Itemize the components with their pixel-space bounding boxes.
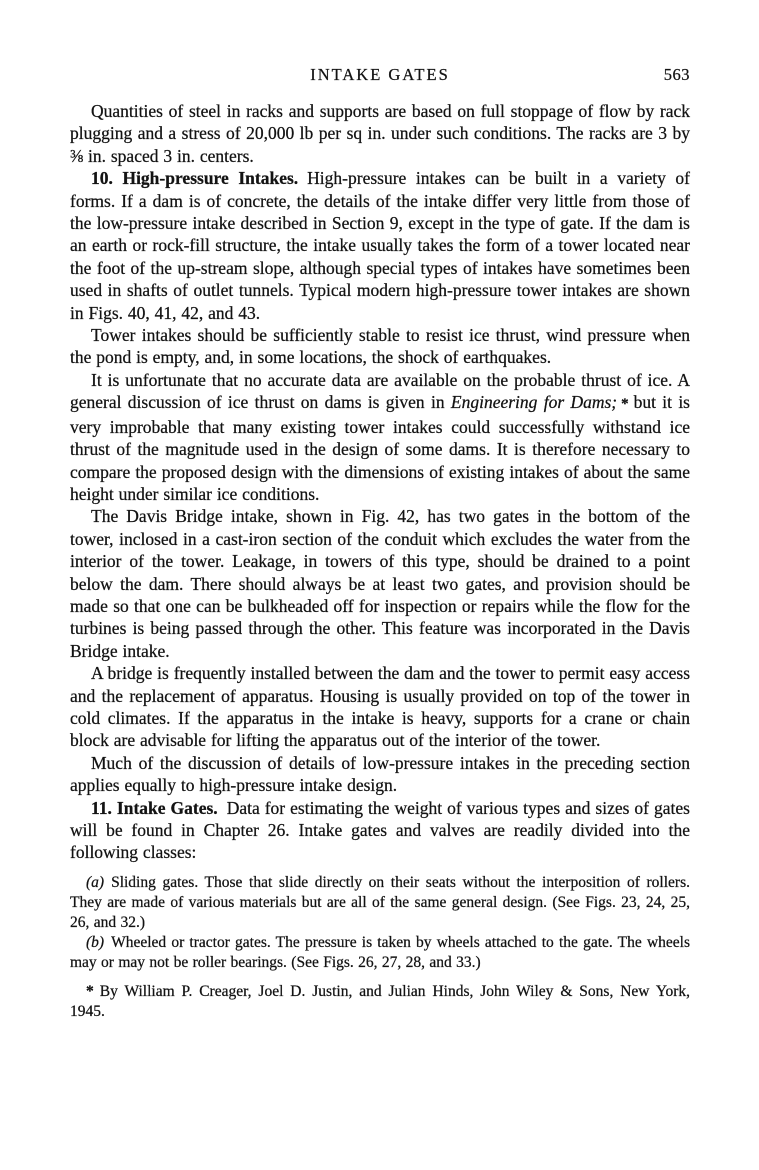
section-11-paragraph <box>70 797 690 864</box>
list-item-wheeled-gates <box>70 933 690 973</box>
page-number: 563 <box>663 65 690 84</box>
list-item-sliding-gates <box>70 873 690 933</box>
paragraph-tower-stability: Tower intakes should be sufficiently stable to resist ice thrust, wind pressure when the pond is empty, and, in some locations, the shock of earthquakes. <box>70 325 690 368</box>
footnote-asterisk: * <box>86 983 94 1001</box>
list-item-a-text: Sliding gates. Those that slide directly on their seats without the interposition of rollers. They are made of various materials but are all of the same general design. (See Figs. 23, 24, 25, 26, and 32.) <box>70 873 690 931</box>
ice-thrust-text-after: but it is very improbable that many existing tower intakes could successfully withstand ice thrust of the magnitude used in the design of some dams. It is therefore necessary to compare the proposed design with the dimensions of existing intakes of about the same height under similar ice conditions. <box>70 392 690 504</box>
paragraph-steel-quantities: Quantities of steel in racks and supports are based on full stoppage of flow by rack plugging and a stress of 20,000 lb per sq in. under such conditions. The racks are 3 by ⅜ in. spaced 3 in. centers. <box>70 101 690 166</box>
section-10-heading: 10. High-pressure Intakes. <box>91 168 299 189</box>
list-item-b-label: (b) <box>86 934 105 952</box>
page-title: INTAKE GATES <box>310 65 450 84</box>
section-10-paragraph <box>70 167 690 324</box>
section-11-text: Data for estimating the weight of various types and sizes of gates will be found in Chapter 26. Intake gates and valves are readily divided into the following classes: <box>70 797 690 863</box>
list-item-b-text: Wheeled or tractor gates. The pressure is taken by wheels attached to the gate. The wheels may or may not be roller bearings. (See Figs. 26, 27, 28, and 33.) <box>70 934 690 972</box>
list-item-a-label: (a) <box>86 873 105 891</box>
paragraph-preceding-section: Much of the discussion of details of low-pressure intakes in the preceding section applies equally to high-pressure intake design. <box>70 752 690 796</box>
section-10-text: High-pressure intakes can be built in a variety of forms. If a dam is of concrete, the details of the intake differ very little from those of the low-pressure intake described in Section 9, except in the type of gate. If the dam is an earth or rock-fill structure, the intake usually takes the form of a tower located near the foot of the up-stream slope, although special types of intakes have sometimes been used in shafts of outlet tunnels. Typical modern high-pressure tower intakes are shown in Figs. 40, 41, 42, and 43. <box>70 168 690 323</box>
gate-class-list <box>70 873 690 973</box>
running-header <box>70 64 690 86</box>
paragraph-ice-thrust <box>70 369 690 505</box>
footnote-text: By William P. Creager, Joel D. Justin, and Julian Hinds, John Wiley & Sons, New York, 1945. <box>70 983 690 1021</box>
text-block <box>70 64 690 1022</box>
paragraph-bridge-access: A bridge is frequently installed between the dam and the tower to permit easy access and the replacement of apparatus. Housing is usually provided on top of the tower in cold climates. If the apparatus in the intake is heavy, supports for a crane or chain block are advisable for lifting the apparatus out of the interior of the tower. <box>70 663 690 751</box>
footnote <box>70 982 690 1022</box>
footnote-reference-asterisk: * <box>621 396 629 413</box>
ice-thrust-text-before: It is unfortunate that no accurate data are available on the probable thrust of ice. A general discussion of ice thrust on dams is given in <box>70 369 690 413</box>
book-title-italic: Engineering for Dams; <box>450 392 618 413</box>
paragraph-davis-bridge: The Davis Bridge intake, shown in Fig. 42, has two gates in the bottom of the tower, inclosed in a cast-iron section of the conduit which excludes the water from the interior of the tower. Leakage, in towers of this type, should be drained to a point below the dam. There should always be at least two gates, and provision should be made so that one can be bulkheaded off for inspection or repairs while the flow for the turbines is being passed through the other. This feature was incorporated in the Davis Bridge intake. <box>70 506 690 661</box>
section-11-heading: 11. Intake Gates. <box>91 797 218 818</box>
